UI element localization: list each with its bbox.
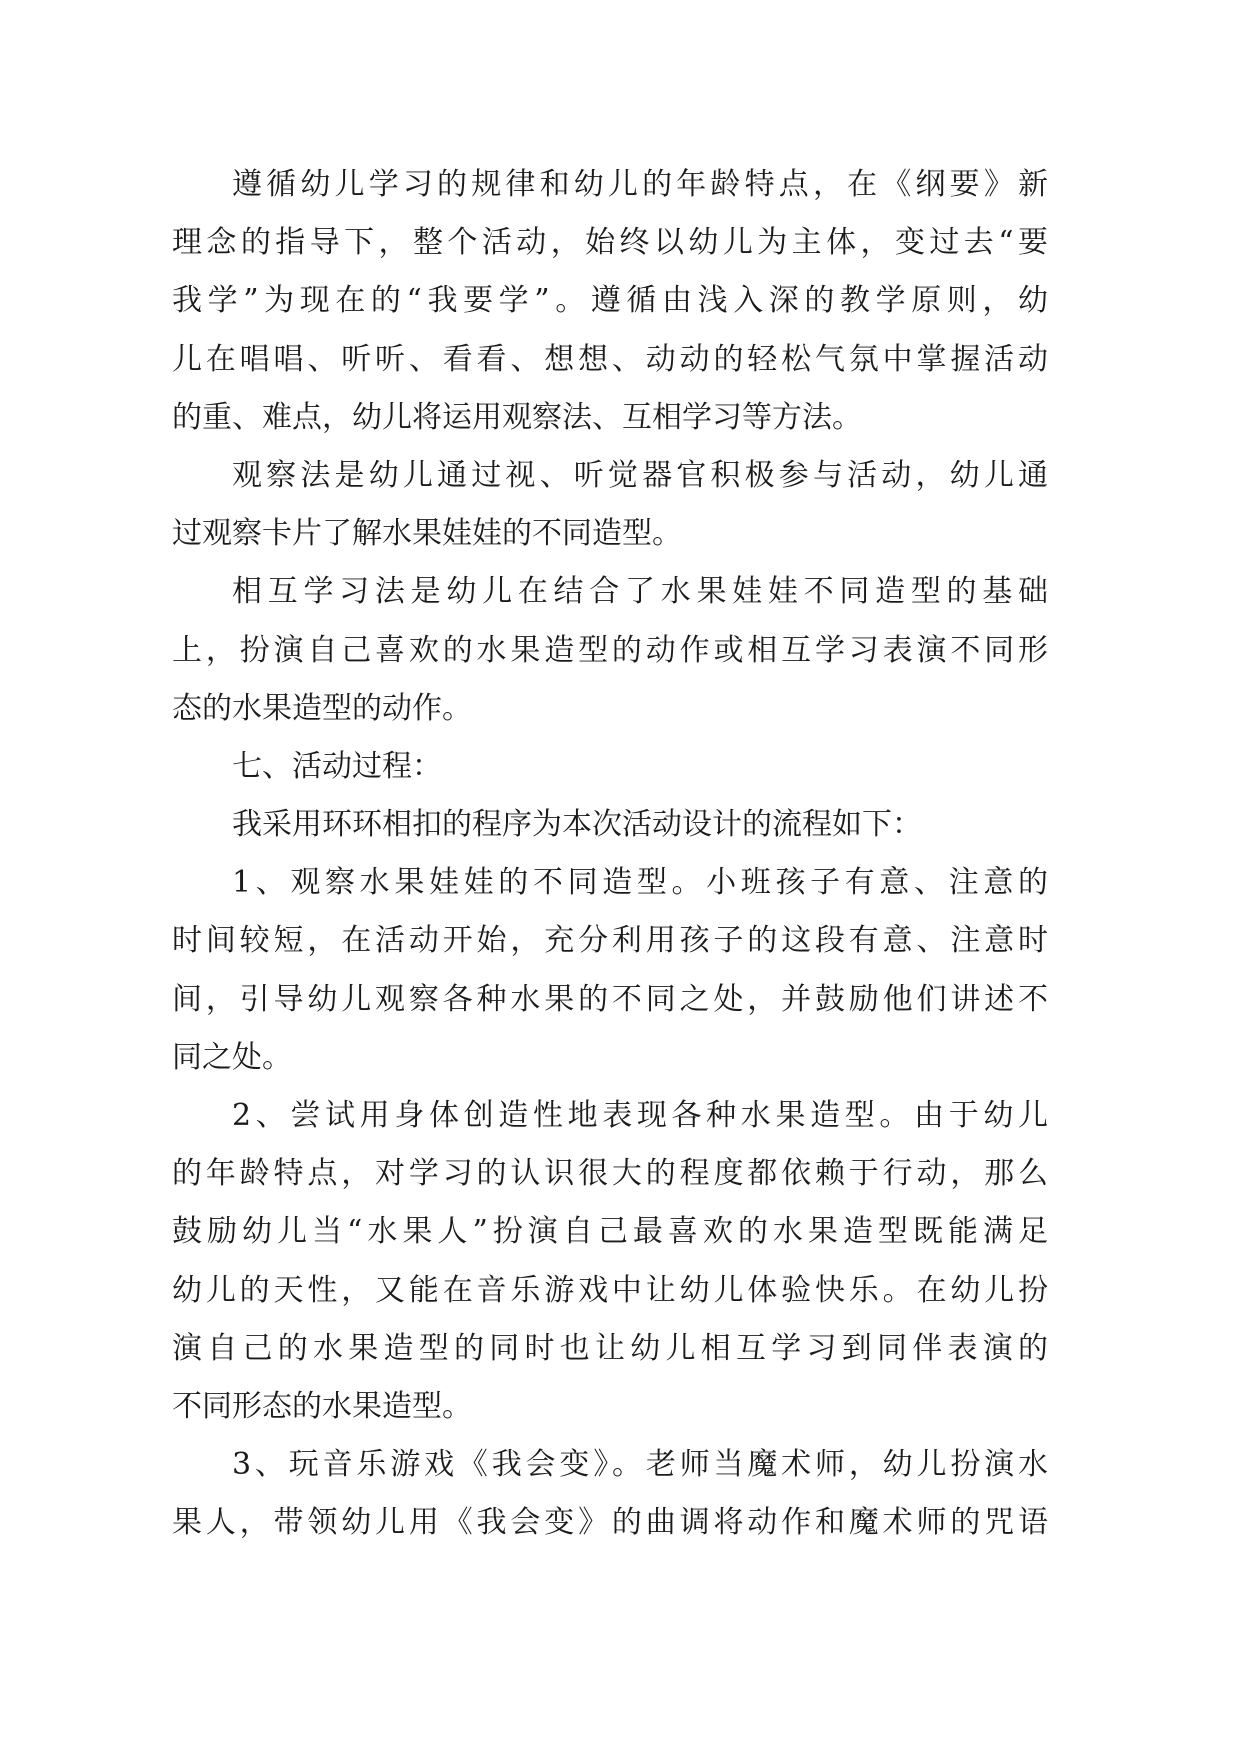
document-body xyxy=(172,156,1048,1553)
text-line: 我学”为现在的“我要学”。遵循由浅入深的教学原则，幼 xyxy=(172,283,1048,319)
text-line: 观察法是幼儿通过视、听觉器官积极参与活动，幼儿通 xyxy=(232,457,1048,493)
text-line: 果人，带领幼儿用《我会变》的曲调将动作和魔术师的咒语 xyxy=(172,1505,1048,1541)
text-line: 演自己的水果造型的同时也让幼儿相互学习到同伴表演的 xyxy=(172,1330,1048,1366)
text-line: 2、尝试用身体创造性地表现各种水果造型。由于幼儿 xyxy=(232,1098,1048,1133)
text-line: 鼓励幼儿当“水果人”扮演自己最喜欢的水果造型既能满足 xyxy=(172,1214,1048,1250)
section-heading xyxy=(172,738,1048,796)
text-line: 幼儿的天性，又能在音乐游戏中让幼儿体验快乐。在幼儿扮 xyxy=(172,1272,1048,1308)
paragraph xyxy=(172,796,1048,854)
text-line: 儿在唱唱、听听、看看、想想、动动的轻松气氛中掌握活动 xyxy=(172,341,1048,377)
text-line: 七、活动过程： xyxy=(232,748,442,784)
text-line: 过观察卡片了解水果娃娃的不同造型。 xyxy=(172,516,682,552)
paragraph xyxy=(172,447,1048,563)
text-line: 时间较短，在活动开始，充分利用孩子的这段有意、注意时 xyxy=(172,923,1048,959)
list-item-paragraph xyxy=(172,1087,1048,1436)
text-line: 遵循幼儿学习的规律和幼儿的年龄特点，在《纲要》新 xyxy=(232,167,1048,202)
text-line: 1、观察水果娃娃的不同造型。小班孩子有意、注意的 xyxy=(232,865,1048,901)
text-line: 上，扮演自己喜欢的水果造型的动作或相互学习表演不同形 xyxy=(172,632,1048,668)
text-line: 相互学习法是幼儿在结合了水果娃娃不同造型的基础 xyxy=(232,574,1048,610)
paragraph xyxy=(172,563,1048,738)
text-line: 3、玩音乐游戏《我会变》。老师当魔术师，幼儿扮演水 xyxy=(232,1447,1048,1483)
text-line: 不同形态的水果造型。 xyxy=(172,1388,472,1424)
text-line: 间，引导幼儿观察各种水果的不同之处，并鼓励他们讲述不 xyxy=(172,981,1048,1017)
paragraph xyxy=(172,156,1048,447)
text-line: 的重、难点，幼儿将运用观察法、互相学习等方法。 xyxy=(172,399,862,435)
text-line: 我采用环环相扣的程序为本次活动设计的流程如下： xyxy=(232,807,922,843)
text-line: 的年龄特点，对学习的认识很大的程度都依赖于行动，那么 xyxy=(172,1156,1048,1192)
text-line: 态的水果造型的动作。 xyxy=(172,690,472,726)
text-line: 同之处。 xyxy=(172,1039,292,1075)
list-item-paragraph xyxy=(172,1436,1048,1552)
list-item-paragraph xyxy=(172,854,1048,1087)
text-line: 理念的指导下，整个活动，始终以幼儿为主体，变过去“要 xyxy=(172,225,1048,261)
